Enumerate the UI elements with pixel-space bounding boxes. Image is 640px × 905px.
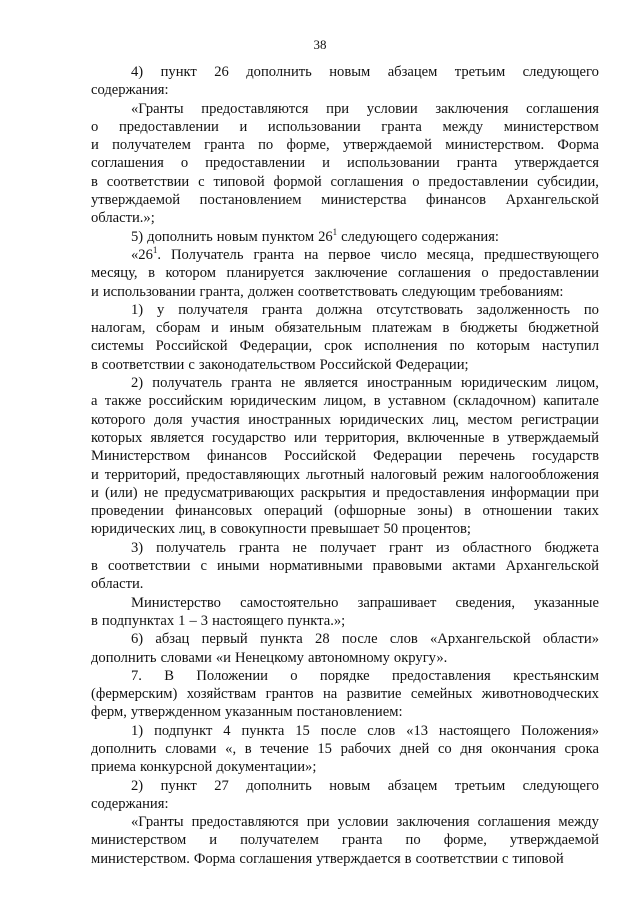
text-line: в подпунктах 1 – 3 настоящего пункта.»; [91,612,346,629]
text-line: и территорий, предоставляющих льготный налоговый режим налогообложения [91,466,599,483]
text-line: налогам, сборам и иным обязательным платежам в бюджеты бюджетной [91,320,599,337]
text-line: содержания: [91,795,169,812]
paragraph [91,228,599,246]
text-line: области. [91,576,144,593]
text-line: содержания: [91,82,169,99]
text-line: (фермерским) хозяйствам грантов на развитие семейных животноводческих [91,686,599,703]
paragraph [91,722,599,777]
text-line: которого доля участия иностранных юридических лиц, местом регистрации [91,411,599,428]
text-line: месяцу, в котором планируется заключение соглашения о предоставлении [91,265,599,282]
text-line: проведении финансовых операций (офшорные зоны) в отношении таких [91,503,599,520]
text-line: Министерством финансов Российской Федерации перечень государств [91,448,599,465]
paragraph [91,667,599,722]
text-line: системы Российской Федерации, срок исполнения по которым наступил [91,338,599,355]
text-line: министерством. Форма соглашения утверждается в соответствии с типовой [91,850,564,867]
paragraph [91,630,599,667]
text-line: области.»; [91,210,155,227]
text-line: ферм, утвержденном указанным постановлением: [91,704,403,721]
text-line: дополнить словами «и Ненецкому автономному округу». [91,649,448,666]
paragraph [91,777,599,814]
text-line: 2) получатель гранта не является иностранным юридическим лицом, [131,375,599,392]
text-line: о предоставлении и использовании гранта между министерством [91,118,599,135]
text-line: 2) пункт 27 дополнить новым абзацем третьим следующего [131,777,599,794]
text-line: соглашения о предоставлении и использовании гранта утверждается [91,155,599,172]
text-line: а также российским юридическим лицом, в уставном (складочном) капитале [91,393,599,410]
text-line: «Гранты предоставляются при условии заключения соглашения между [131,814,599,831]
text-line: дополнить словами «, в течение 15 рабочих дней со дня окончания срока [91,740,599,757]
text-line: в соответствии с законодательством Российской Федерации; [91,356,469,373]
paragraph [91,594,599,631]
text-line: «Гранты предоставляются при условии заключения соглашения [131,100,599,117]
text-line: 4) пункт 26 дополнить новым абзацем третьим следующего [131,64,599,80]
document-body [91,63,599,868]
text-line: и получателем гранта по форме, утверждаемой министерством. Форма [91,137,599,154]
page-number: 38 [313,37,327,52]
text-line: 1) у получателя гранта должна отсутствовать задолженность по [131,301,599,318]
paragraph [91,100,599,228]
text-line: «$26^1$. Получатель гранта на первое число месяца, предшествующего [131,245,599,263]
text-line: юридических лиц, в совокупности превышает 50 процентов; [91,521,471,538]
paragraph [91,301,599,374]
text-line: Министерство самостоятельно запрашивает сведения, указанные [131,594,599,611]
text-line: приема конкурсной документации»; [91,759,317,776]
text-line: 3) получатель гранта не получает грант из областного бюджета [131,539,599,556]
paragraph [91,539,599,594]
text-line: 6) абзац первый пункта 28 после слов «Архангельской области» [131,631,599,648]
text-line: которых является государство или территория, включенные в утверждаемый [91,429,599,446]
text-line: министерством и получателем гранта по форме, утверждаемой [91,832,599,849]
text-line: и (или) не предусматривающих раскрытия и предоставления информации при [91,484,599,501]
paragraph [91,63,599,100]
paragraph [91,374,599,539]
paragraph [91,813,599,868]
paragraph [91,246,599,301]
text-line: в соответствии с типовой формой соглашения о предоставлении субсидии, [91,173,599,190]
text-line: в соответствии с иными нормативными правовыми актами Архангельской [91,558,599,575]
text-line: утверждаемой постановлением министерства финансов Архангельской [91,192,599,209]
text-line: 1) подпункт 4 пункта 15 после слов «13 настоящего Положения» [131,722,599,739]
text-line: и использовании гранта, должен соответствовать следующим требованиям: [91,283,564,300]
text-line: 5) дополнить новым пунктом $26^1$ следующего содержания: [131,226,499,245]
text-line: 7. В Положении о порядке предоставления крестьянским [131,667,599,684]
